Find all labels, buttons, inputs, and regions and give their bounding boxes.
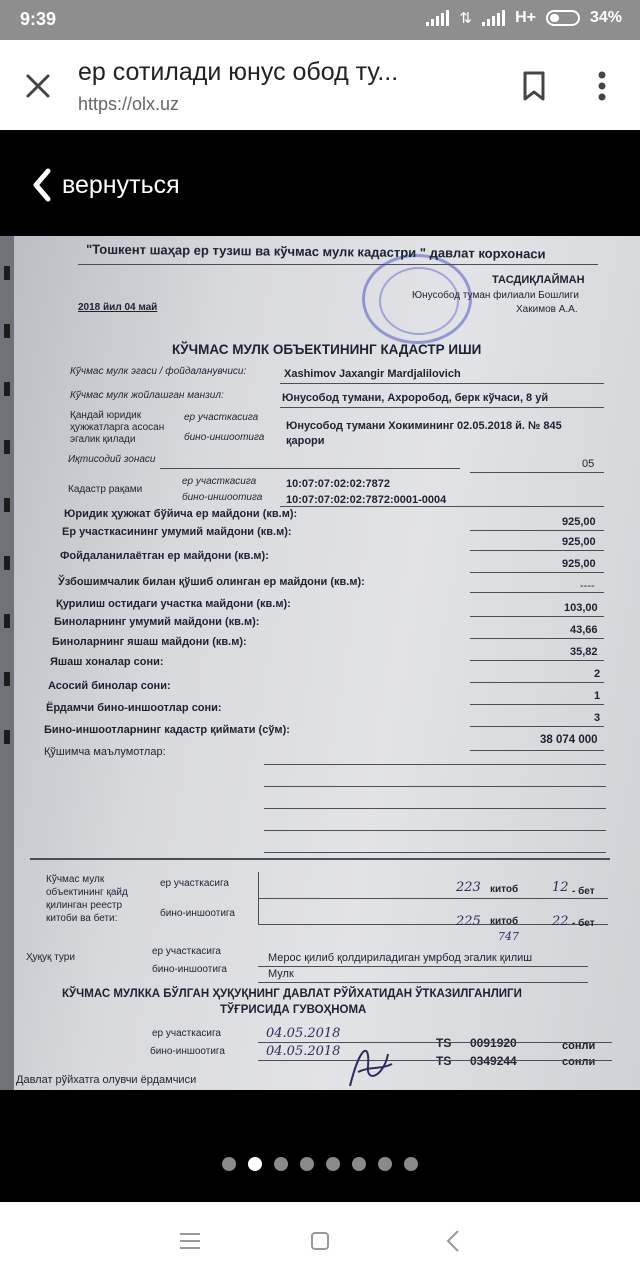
legal-label-1: Қандай юридик: [70, 410, 142, 421]
owner-label: Кўчмас мулк эгаси / фойдаланувчиси:: [70, 366, 247, 377]
reg-building-book-word: китоб: [490, 916, 519, 927]
reg-land-book-word: китоб: [490, 884, 519, 895]
cert-building-no-word: сонли: [562, 1056, 596, 1068]
more-vert-icon: [592, 68, 612, 104]
reg-label-4: китоби ва бети:: [46, 913, 118, 924]
cert-building-label: бино-иншоотига: [150, 1046, 225, 1057]
bookmark-button[interactable]: [520, 70, 548, 102]
registrar-label: Давлат рўйхатга олувчи ёрдамчиси: [16, 1074, 197, 1086]
row-label: Яшаш хоналар сони:: [50, 656, 164, 668]
doc-heading: КЎЧМАС МУЛК ОБЪЕКТИНИНГ КАДАСТР ИШИ: [172, 342, 482, 357]
page-dot[interactable]: [378, 1157, 392, 1171]
legal-land-label: ер участкасига: [184, 412, 259, 423]
page-dot[interactable]: [404, 1157, 418, 1171]
reg-building-book: 225: [456, 914, 481, 929]
recents-button[interactable]: [176, 1227, 204, 1255]
page-dot[interactable]: [274, 1157, 288, 1171]
right-land-label: ер участкасига: [152, 946, 221, 957]
row-value: 1: [594, 690, 601, 702]
page-dot-active[interactable]: [248, 1157, 262, 1171]
network-type: H+: [515, 9, 536, 26]
page-dot[interactable]: [222, 1157, 236, 1171]
cert-land-date: 04.05.2018: [266, 1026, 341, 1041]
extra-label: Қўшимча маълумотлар:: [44, 746, 166, 758]
row-value: 35,82: [570, 646, 598, 658]
gallery-pagination: [0, 1157, 640, 1171]
browser-toolbar: [0, 40, 640, 130]
chevron-left-icon: [30, 167, 54, 203]
back-arrow-icon: [440, 1227, 468, 1255]
cert-building-no: 0349244: [470, 1054, 517, 1068]
page-dot[interactable]: [300, 1157, 314, 1171]
econ-label: Иқтисодий зонаси: [68, 454, 156, 465]
home-button[interactable]: [306, 1227, 334, 1255]
row-label: Ўзбошимчалик билан қўшиб олинган ер майдони (кв.м):: [58, 576, 365, 588]
reg-building-note: 747: [498, 930, 519, 943]
close-tab-button[interactable]: [22, 70, 54, 102]
legal-label-3: эгалик қилади: [70, 434, 136, 445]
row-label: Юридик ҳужжат бўйича ер майдони (кв.м):: [64, 508, 298, 520]
doc-date: 2018 йил 04 май: [78, 302, 158, 313]
row-value: 38 074 000: [540, 734, 598, 746]
row-label: Бино-иншоотларнинг кадастр қиймати (сўм):: [44, 724, 290, 736]
home-square-icon: [306, 1227, 334, 1255]
signal-icon-2: [482, 10, 505, 26]
right-type-label: Ҳуқуқ тури: [26, 952, 75, 963]
row-value: 925,00: [562, 536, 596, 548]
cert-land-no-word: сонли: [562, 1040, 596, 1052]
right-building-value: Мулк: [268, 968, 294, 980]
cadastre-land: 10:07:07:02:02:7872: [286, 478, 390, 490]
reg-label-2: объектининг қайд: [46, 887, 128, 898]
page-url[interactable]: https://olx.uz: [78, 94, 180, 114]
legal-value-1: Юнусобод тумани Хокимининг 02.05.2018 й. № 845: [286, 420, 562, 432]
cadastre-document: [0, 236, 640, 1090]
reg-land-book: 223: [456, 880, 481, 895]
cert-land-series: TS: [436, 1036, 452, 1050]
nav-back-button[interactable]: [440, 1227, 468, 1255]
row-value: 925,00: [562, 516, 596, 528]
row-label: Биноларнинг яшаш майдони (кв.м):: [52, 636, 247, 648]
system-nav-bar: [0, 1202, 640, 1280]
cadastre-land-label: ер участкасига: [182, 476, 257, 487]
cert-building-series: TS: [436, 1054, 452, 1068]
cert-land-label: ер участкасига: [152, 1028, 221, 1039]
legal-value-2: қарори: [286, 435, 325, 447]
status-bar: [0, 0, 640, 40]
row-value: 43,66: [570, 624, 598, 636]
page-dot[interactable]: [352, 1157, 366, 1171]
cadastre-building-label: бино-иншоотига: [182, 492, 263, 503]
back-label: вернуться: [62, 170, 180, 199]
back-button[interactable]: [30, 160, 180, 210]
legal-building-label: бино-иншоотига: [184, 432, 265, 443]
approve-title: ТАСДИҚЛАЙМАН: [492, 274, 585, 286]
legal-label-2: ҳужжатларга асосан: [70, 422, 165, 433]
cert-title-1: КЎЧМАС МУЛККА БЎЛГАН ҲУҚУҚНИНГ ДАВЛАТ РЎЙХАТИДАН ЎТКАЗИЛГАНЛИГИ: [62, 988, 522, 1000]
approve-name: Хакимов А.А.: [516, 304, 578, 315]
reg-land-label: ер участкасига: [160, 878, 229, 889]
row-label: Ёрдамчи бино-иншоотлар сони:: [46, 702, 222, 714]
reg-label-1: Кўчмас мулк: [46, 874, 105, 885]
status-icons: [426, 9, 622, 27]
row-label: Ер участкасининг умумий майдони (кв.м):: [62, 526, 292, 538]
cert-title-2: ТЎҒРИСИДА ГУВОҲНОМА: [220, 1004, 367, 1016]
status-time: 9:39: [20, 9, 57, 29]
signature-scribble: [340, 1036, 400, 1090]
owner-value: Xashimov Jaxangir Mardjalilovich: [284, 368, 461, 380]
overflow-menu-button[interactable]: [592, 68, 612, 104]
row-value: 3: [594, 712, 601, 724]
reg-label-3: қилинган реестр: [46, 900, 123, 911]
right-land-value: Мерос қилиб қолдириладиган умрбод эгалик қилиш: [268, 952, 533, 964]
address-label: Кўчмас мулк жойлашган манзил:: [70, 390, 224, 401]
row-label: Асосий бинолар сони:: [48, 680, 171, 692]
cadastre-building: 10:07:07:02:02:7872:0001-0004: [286, 494, 447, 506]
signal-icon: [426, 10, 449, 26]
battery-level: 34%: [589, 9, 622, 26]
reg-building-page-word: - бет: [572, 918, 595, 929]
row-value: 925,00: [562, 558, 596, 570]
reg-building-label: бино-иншоотига: [160, 908, 235, 919]
right-building-label: бино-иншоотига: [152, 964, 227, 975]
row-value: ----: [580, 580, 595, 592]
doc-header: "Тошкент шаҳар ер тузиш ва кўчмас мулк кадастри " давлат корхонаси: [85, 241, 546, 262]
cadastre-label: Кадастр рақами: [68, 484, 143, 495]
reg-building-page: 22: [552, 914, 569, 929]
data-transfer-icon: ⇅: [459, 10, 473, 27]
row-value: 103,00: [564, 602, 598, 614]
cert-land-no: 0091920: [470, 1036, 517, 1050]
menu-icon: [176, 1227, 204, 1255]
approve-line: Юнусобод туман филиали Бошлиги: [412, 290, 579, 301]
page-title: ер сотилади юнус обод ту...: [78, 58, 399, 86]
close-icon: [22, 70, 54, 102]
address-value: Юнусобод тумани, Ахроробод, берк кўчаси, 8 уй: [282, 392, 549, 404]
reg-land-page: 12: [552, 880, 569, 895]
page-dot[interactable]: [326, 1157, 340, 1171]
row-label: Фойдаланилаётган ер майдони (кв.м):: [60, 550, 269, 562]
binder-edge: [0, 236, 14, 1090]
row-label: Биноларнинг умумий майдони (кв.м):: [54, 616, 260, 628]
row-label: Қурилиш остидаги участка майдони (кв.м):: [56, 598, 291, 610]
cert-building-date: 04.05.2018: [266, 1044, 341, 1059]
battery-icon: [546, 10, 580, 26]
econ-value: 05: [582, 458, 595, 470]
reg-land-page-word: - бет: [572, 886, 595, 897]
bookmark-icon: [520, 70, 548, 102]
row-value: 2: [594, 668, 601, 680]
document-photo[interactable]: [0, 236, 640, 1090]
